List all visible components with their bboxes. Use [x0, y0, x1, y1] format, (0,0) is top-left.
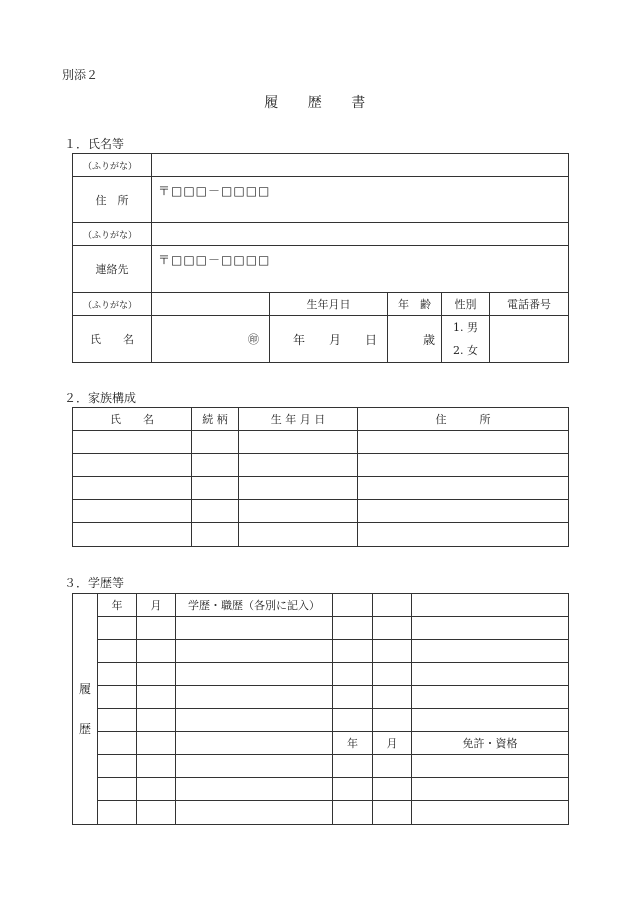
- table-row: [73, 523, 569, 547]
- history-table: [72, 593, 569, 825]
- age-header: 年 齢: [388, 293, 442, 316]
- history-month-header: 月: [137, 594, 176, 617]
- side-label-char-2: 歴: [78, 722, 91, 736]
- address-label: 住 所: [73, 177, 152, 223]
- furigana-label-name: （ふりがな）: [73, 293, 152, 316]
- license-month-header: 月: [373, 732, 412, 755]
- family-address-header: 住 所: [358, 408, 569, 431]
- table-row: [73, 454, 569, 477]
- gender-field[interactable]: [442, 316, 490, 363]
- name-field[interactable]: [152, 316, 270, 363]
- license-header: 免許・資格: [412, 732, 569, 755]
- section-3-heading: ３．学歴等: [64, 576, 125, 590]
- furigana-label-address: （ふりがな）: [73, 154, 152, 177]
- phone-header: 電話番号: [490, 293, 569, 316]
- table-row: [73, 663, 569, 686]
- table-row: [73, 500, 569, 523]
- family-relation-header: 続 柄: [192, 408, 239, 431]
- gender-option-male[interactable]: 1. 男: [453, 321, 478, 334]
- table-row: [73, 755, 569, 778]
- history-side-label: [73, 594, 98, 825]
- furigana-label-contact: （ふりがな）: [73, 223, 152, 246]
- personal-info-table: [72, 153, 569, 363]
- age-field[interactable]: 歳: [388, 316, 442, 363]
- address-field[interactable]: 〒□□□－□□□□: [152, 177, 569, 223]
- furigana-input-contact[interactable]: [152, 223, 569, 246]
- table-row: [73, 477, 569, 500]
- table-row: [73, 778, 569, 801]
- section-1-heading: １．氏名等: [64, 137, 125, 151]
- table-row: [73, 686, 569, 709]
- table-row: [73, 617, 569, 640]
- side-label-char-1: 履: [78, 682, 91, 696]
- contact-field[interactable]: 〒□□□－□□□□: [152, 246, 569, 293]
- table-row: [73, 431, 569, 454]
- furigana-input-address[interactable]: [152, 154, 569, 177]
- birth-date-header: 生年月日: [270, 293, 388, 316]
- section-2-heading: ２．家族構成: [64, 391, 137, 405]
- phone-field[interactable]: [490, 316, 569, 363]
- birth-date-field[interactable]: 年 月 日: [270, 316, 388, 363]
- name-label: 氏 名: [73, 316, 152, 363]
- page-title: 履 歴 書: [264, 95, 366, 111]
- family-birth-header: 生 年 月 日: [239, 408, 358, 431]
- table-row: [73, 709, 569, 732]
- license-year-header: 年: [333, 732, 373, 755]
- history-year-header: 年: [98, 594, 137, 617]
- seal-mark: ㊞: [248, 333, 259, 346]
- gender-header: 性別: [442, 293, 490, 316]
- family-name-header: 氏 名: [73, 408, 192, 431]
- table-row: [73, 640, 569, 663]
- furigana-input-name[interactable]: [152, 293, 270, 316]
- table-row: [73, 801, 569, 825]
- table-row: [73, 732, 569, 755]
- history-description-header: 学歴・職歴（各別に記入）: [176, 594, 333, 617]
- gender-option-female[interactable]: 2. 女: [453, 344, 478, 357]
- annex-label: 別添２: [62, 68, 99, 82]
- family-table: [72, 407, 569, 547]
- contact-label: 連絡先: [73, 246, 152, 293]
